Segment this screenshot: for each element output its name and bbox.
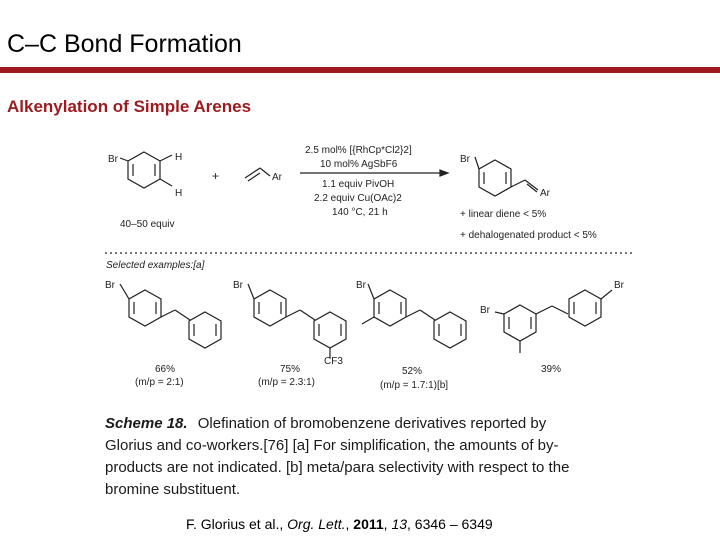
product-br-label: Br (460, 154, 470, 165)
caption-label: Scheme 18. (105, 415, 188, 432)
example2-ratio: (m/p = 2.3:1) (258, 377, 315, 388)
condition-2: 10 mol% AgSbF6 (320, 159, 398, 170)
selected-examples-header: Selected examples:[a] (106, 260, 205, 271)
reactant1-br-label: Br (108, 154, 118, 165)
slide-title: C–C Bond Formation (7, 30, 242, 58)
note-dehalogenated: + dehalogenated product < 5% (460, 230, 597, 241)
example1-yield: 66% (155, 364, 176, 375)
citation-pages: , 6346 – 6349 (407, 516, 493, 532)
condition-3: 1.1 equiv PivOH (322, 179, 395, 190)
example4-br-label-right: Br (614, 280, 624, 291)
caption-line-4: bromine substituent. (105, 481, 241, 498)
caption-line-3: products are not indicated. [b] meta/para selectivity with respect to the (105, 459, 570, 476)
note-linear-diene: + linear diene < 5% (460, 209, 547, 220)
title-underline-bar (0, 67, 720, 73)
example3-yield: 52% (402, 366, 423, 377)
product-ar-label: Ar (540, 188, 550, 199)
condition-4: 2.2 equiv Cu(OAc)2 (314, 193, 402, 204)
example1-br-label: Br (105, 280, 115, 291)
slide-subtitle: Alkenylation of Simple Arenes (7, 97, 252, 116)
citation-sep-2: , (383, 516, 392, 532)
example2-cf3-label: CF3 (324, 356, 343, 367)
caption-line-1-text: Olefination of bromobenzene derivatives reported by (197, 415, 547, 432)
caption-line-1 (105, 415, 547, 432)
citation-volume: 13 (391, 516, 408, 532)
citation-sep-1: , (345, 516, 354, 532)
example3-br-label: Br (356, 280, 366, 291)
citation-authors: F. Glorius et al., (186, 516, 288, 532)
example4-br-label-left: Br (480, 305, 490, 316)
citation-journal: Org. Lett. (287, 516, 346, 532)
plus-sign: + (212, 169, 220, 183)
condition-5: 140 °C, 21 h (332, 207, 388, 218)
example3-ratio: (m/p = 1.7:1)[b] (380, 380, 449, 391)
reactant1-equiv-label: 40–50 equiv (120, 219, 175, 230)
reactant1-h1-label: H (175, 152, 183, 163)
citation-year: 2011 (353, 516, 384, 532)
example4-yield: 39% (541, 364, 562, 375)
reactant1-h2-label: H (175, 188, 183, 199)
citation (186, 516, 493, 532)
reactant2-ar-label: Ar (272, 172, 282, 183)
caption-line-2: Glorius and co-workers.[76] [a] For simplification, the amounts of by- (105, 437, 559, 454)
reaction-scheme-figure (100, 140, 640, 505)
condition-1: 2.5 mol% [{RhCp*Cl2}2] (305, 145, 412, 156)
example2-br-label: Br (233, 280, 243, 291)
example1-ratio: (m/p = 2:1) (135, 377, 184, 388)
example2-yield: 75% (280, 364, 301, 375)
